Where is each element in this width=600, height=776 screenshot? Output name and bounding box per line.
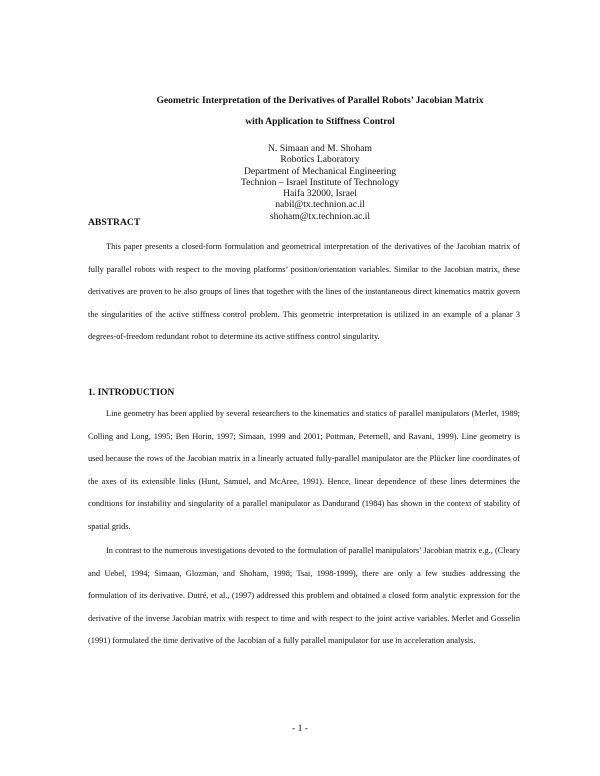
page-number: - 1 - [292,723,308,734]
affiliation-lab: Robotics Laboratory [280,154,360,166]
introduction-heading: 1. INTRODUCTION [88,387,175,398]
paper-title-line-1: Geometric Interpretation of the Derivatives of Parallel Robots’ Jacobian Matrix [156,95,484,106]
introduction-paragraph-2: In contrast to the numerous investigations devoted to the formulation of parallel manipulators’ Jacobian matrix e.g., (Cleary and Uebel, 1994; Simaan, Glozman, and Shoham, 1998; Tsai, 1998-1999), there are only a few studies addressing the formulation of its derivative. Dutré, et al., (1997) addressed this problem and obtained a closed form analytic expression for the derivative of the inverse Jacobian matrix with respect to time and with respect to the joint active variables. Merlet and Gosselin (1991) formulated the time derivative of the Jacobian of a fully parallel manipulator for use in acceleration analysis. [88,546,520,645]
author-email-1[interactable]: nabil@tx.technion.ac.il [275,199,365,211]
introduction-paragraph-1: Line geometry has been applied by several researchers to the kinematics and statics of parallel manipulators (Merlet, 1989; Colling and Long, 1995; Ben Horin, 1997; Simaan, 1999 and 2001; Pottman, Peternell, and Ravani, 1999). Line geometry is used because the rows of the Jacobian matrix in a linearly actuated fully-parallel manipulator are the Plücker line coordinates of the axes of its extensible links (Hunt, Samuel, and McAree, 1991). Hence, linear dependence of these lines determines the conditions for instability and singularity of a parallel manipulator as Dandurand (1984) has shown in the context of stability of spatial grids. [88,409,520,531]
affiliation-institute: Technion – Israel Institute of Technology [240,176,400,188]
author-names: N. Simaan and M. Shoham [268,143,372,154]
abstract-heading: ABSTRACT [88,217,141,228]
author-email-2[interactable]: shoham@tx.technion.ac.il [269,210,371,222]
affiliation-department: Department of Mechanical Engineering [243,165,397,177]
abstract-text: This paper presents a closed-form formulation and geometrical interpretation of the derivatives of the Jacobian matrix of fully parallel robots with respect to the moving platforms’ position/orientation variables. Similar to the Jacobian matrix, these derivatives are proven to be also groups of lines that together with the lines of the instantaneous direct kinematics matrix govern the singularities of the active stiffness control problem. This geometric interpretation is utilized in an example of a planar 3 degrees-of-freedom redundant robot to determine its active stiffness control singularity. [88,242,520,341]
paper-title-line-2: with Application to Stiffness Control [245,116,395,127]
affiliation-address: Haifa 32000, Israel [283,188,357,200]
author-block [100,143,540,222]
